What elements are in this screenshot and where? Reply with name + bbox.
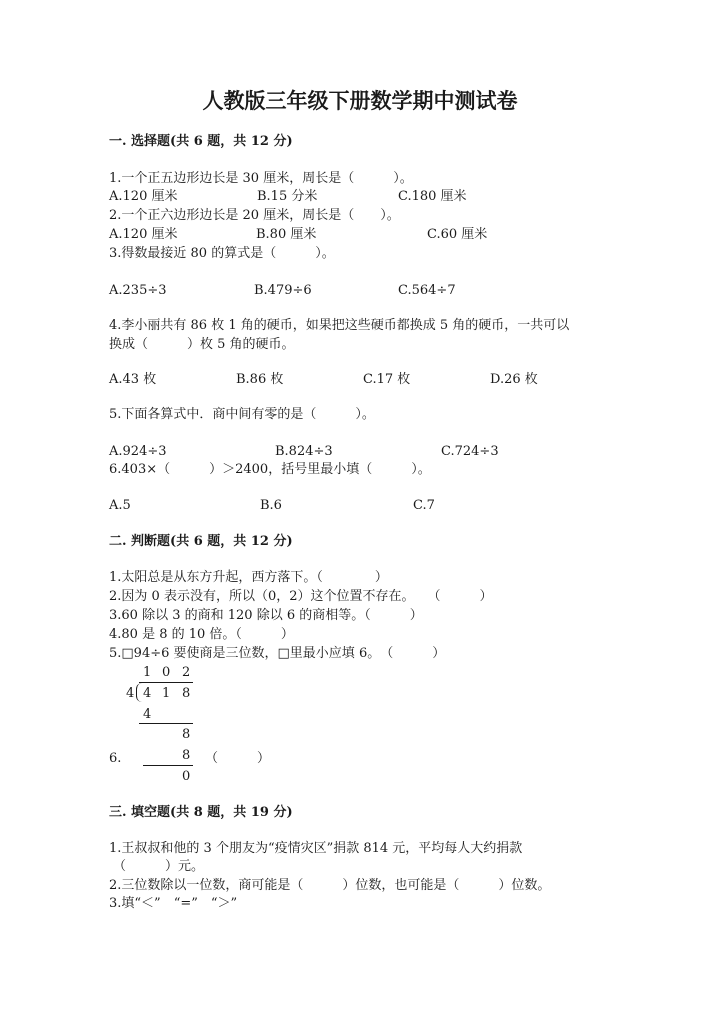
- option: C.724÷3: [441, 444, 499, 459]
- section-heading-fill: 三. 填空题(共 8 题，共 19 分): [109, 805, 293, 820]
- dividend-digit: 8: [182, 686, 191, 701]
- option: B.80 厘米: [256, 227, 317, 242]
- question-stem-continued: 换成（ ）枚 5 角的硬币。: [109, 337, 295, 352]
- dividend-digit: 4: [143, 686, 152, 701]
- dividend-digit: 1: [162, 686, 171, 701]
- step-remainder: 8: [182, 727, 191, 742]
- option: C.564÷7: [398, 283, 456, 298]
- option: C.180 厘米: [398, 189, 467, 204]
- fill-question: 2.三位数除以一位数，商可能是（ ）位数，也可能是（ ）位数。: [109, 878, 551, 893]
- division-bar: [139, 682, 193, 683]
- option: B.15 分米: [257, 189, 318, 204]
- option: A.5: [109, 498, 131, 513]
- question-number: 6.: [109, 751, 122, 766]
- option: A.235÷3: [109, 283, 167, 298]
- step-line: [143, 765, 193, 766]
- option: B.6: [260, 498, 282, 513]
- option: C.17 枚: [363, 372, 411, 387]
- option: B.86 枚: [236, 372, 284, 387]
- option: A.120 厘米: [109, 227, 178, 242]
- question-stem: 5.下面各算式中．商中间有零的是（ ）。: [109, 407, 375, 422]
- section-heading-choice: 一. 选择题(共 6 题，共 12 分): [109, 134, 293, 149]
- question-stem: 4.李小丽共有 86 枚 1 角的硬币，如果把这些硬币都换成 5 角的硬币，一共可以: [109, 318, 570, 333]
- option: C.7: [413, 498, 435, 513]
- section-heading-judgement: 二. 判断题(共 6 题，共 12 分): [109, 534, 293, 549]
- statement: 1.太阳总是从东方升起，西方落下。（ ）: [109, 570, 388, 585]
- fill-question-continued: （ ）元。: [113, 859, 205, 874]
- option: A.120 厘米: [109, 189, 178, 204]
- page-title: 人教版三年级下册数学期中测试卷: [202, 88, 518, 113]
- final-remainder: 0: [182, 769, 191, 784]
- question-stem: 2.一个正六边形边长是 20 厘米，周长是（ ）。: [109, 208, 400, 223]
- question-stem: 6.403×（ ）＞2400，括号里最小填（ ）。: [109, 462, 431, 477]
- fill-question: 3.填“＜” “=” “＞”: [109, 896, 238, 911]
- option: C.60 厘米: [427, 227, 488, 242]
- statement: 5.□94÷6 要使商是三位数，□里最小应填 6。 （ ）: [109, 646, 446, 661]
- option: D.26 枚: [490, 372, 538, 387]
- option: B.479÷6: [254, 283, 312, 298]
- quotient-digit: 1: [143, 665, 152, 680]
- statement: 2.因为 0 表示没有，所以（0，2）这个位置不存在。 （ ）: [109, 589, 493, 604]
- quotient-digit: 0: [162, 665, 171, 680]
- division-bracket: [136, 683, 143, 702]
- step-product: 4: [143, 707, 152, 722]
- fill-question: 1.王叔叔和他的 3 个朋友为“疫情灾区”捐款 814 元，平均每人大约捐款: [109, 841, 523, 856]
- statement: 3.60 除以 3 的商和 120 除以 6 的商相等。（ ）: [109, 608, 423, 623]
- step-product: 8: [182, 748, 191, 763]
- option: A.43 枚: [109, 372, 157, 387]
- step-line: [139, 723, 193, 724]
- option: B.824÷3: [275, 444, 333, 459]
- option: A.924÷3: [109, 444, 167, 459]
- question-stem: 1.一个正五边形边长是 30 厘米，周长是（ ）。: [109, 171, 413, 186]
- question-stem: 3.得数最接近 80 的算式是（ ）。: [109, 246, 335, 261]
- quotient-digit: 2: [182, 665, 191, 680]
- statement: 4.80 是 8 的 10 倍。（ ）: [109, 627, 294, 642]
- answer-bracket: （ ）: [205, 751, 271, 766]
- divisor: 4: [126, 686, 135, 701]
